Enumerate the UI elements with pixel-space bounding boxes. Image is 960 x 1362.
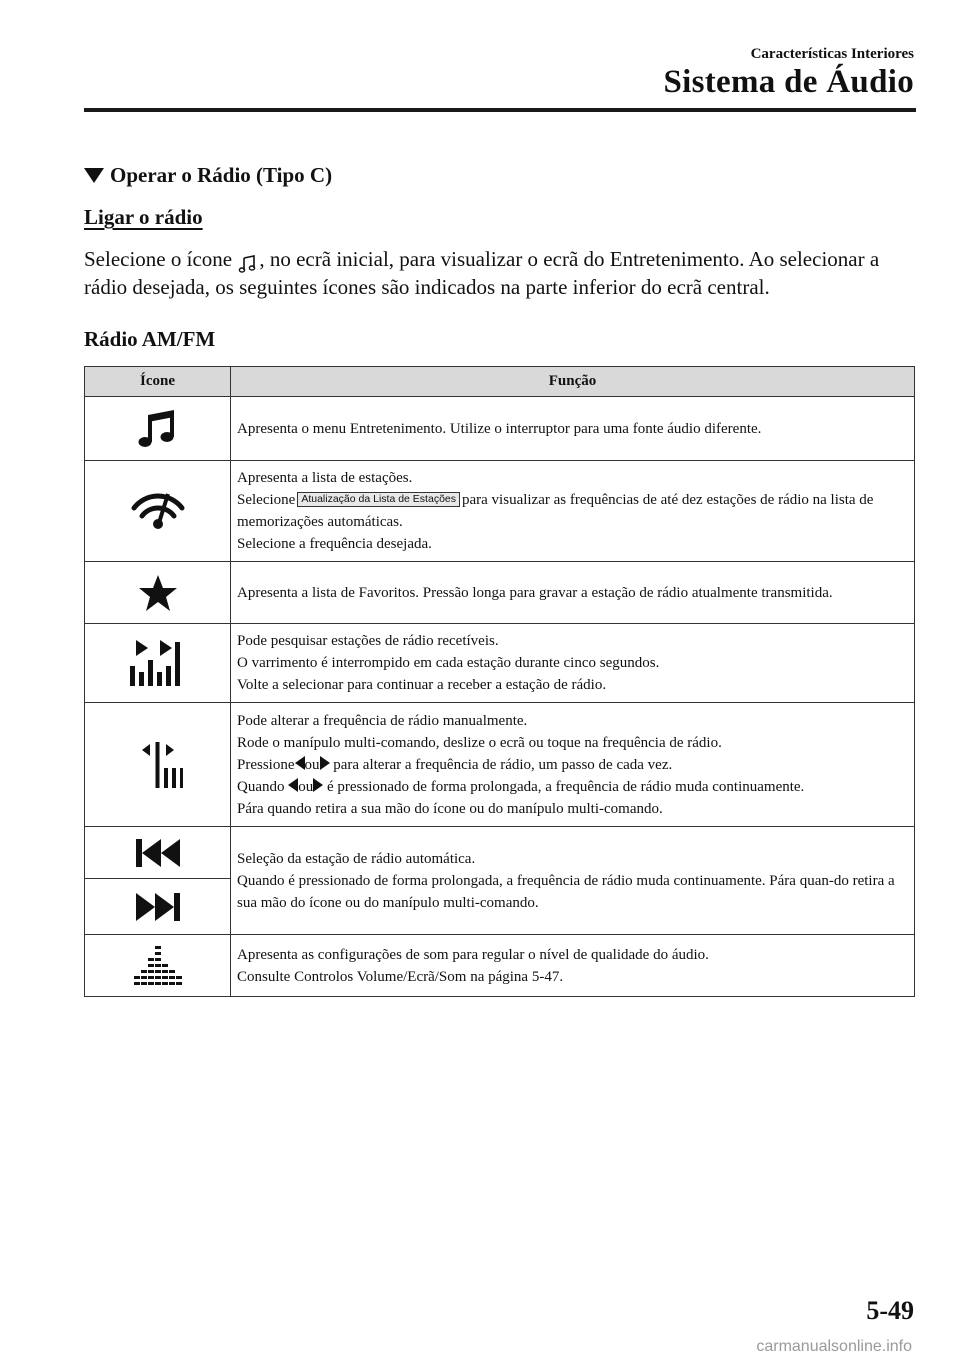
stations-line-3: Selecione a frequência desejada. bbox=[237, 536, 432, 552]
table-row-music bbox=[85, 397, 915, 461]
page-number: 5-49 bbox=[866, 1296, 914, 1325]
tune-icon-cell bbox=[85, 703, 231, 827]
icon-function-table bbox=[84, 366, 915, 997]
intro-after: , no ecrã inicial, para visualizar o ecrã do Entretenimento. Ao selecionar a rádio desejada, os seguintes ícones são indicados na parte inferior do ecrã central. bbox=[84, 247, 880, 299]
music-icon-cell bbox=[85, 397, 231, 461]
chapter-title: Características Interiores bbox=[750, 46, 914, 62]
sound-line-2: Consulte Controlos Volume/Ecrã/Som na página 5-47. bbox=[237, 968, 564, 985]
table-row-seek-prev bbox=[85, 827, 915, 879]
sound-settings-icon-cell bbox=[85, 935, 231, 997]
table-row-scan bbox=[85, 624, 915, 703]
seek-next-icon-cell bbox=[85, 879, 231, 935]
col-header-icon: Ícone bbox=[85, 367, 231, 397]
intro-before: Selecione o ícone bbox=[84, 247, 233, 271]
table-row-stations bbox=[85, 461, 915, 562]
left-arrow-icon bbox=[295, 756, 305, 770]
intro-paragraph bbox=[84, 245, 914, 301]
subheading: Ligar o rádio bbox=[84, 205, 203, 229]
tune-line-2: Rode o manípulo multi-comando, deslize o ecrã ou toque na frequência de rádio. bbox=[237, 734, 722, 751]
radio-signal-icon bbox=[128, 488, 188, 534]
scan-line-3: Volte a selecionar para continuar a receber a estação de rádio. bbox=[237, 677, 607, 693]
skip-next-icon bbox=[130, 889, 186, 925]
update-station-list-button[interactable]: Atualização da Lista de Estações bbox=[297, 492, 460, 507]
tune-line-5: Pára quando retira a sua mão do ícone ou do manípulo multi-comando. bbox=[237, 800, 663, 817]
left-arrow-icon bbox=[288, 778, 298, 792]
tune-or-text-2: ou bbox=[298, 778, 314, 795]
manual-tune-icon bbox=[133, 740, 183, 790]
stations-line-2-rest: para visualizar as frequências de até dez estações de rádio na lista de memorizações automáticas. bbox=[237, 492, 874, 530]
table-header-row bbox=[85, 367, 915, 397]
music-description: Apresenta o menu Entretenimento. Utilize o interruptor para uma fonte áudio diferente. bbox=[231, 397, 915, 461]
scan-line-2: O varrimento é interrompido em cada estação durante cinco segundos. bbox=[237, 655, 660, 671]
favorites-icon-cell bbox=[85, 562, 231, 624]
tune-line-4-rest: é pressionado de forma prolongada, a frequência de rádio muda continuamente. bbox=[327, 778, 805, 795]
table-row-tune bbox=[85, 703, 915, 827]
station-list-icon-cell bbox=[85, 461, 231, 562]
seek-prev-icon-cell bbox=[85, 827, 231, 879]
star-icon bbox=[138, 573, 178, 613]
footer-watermark: carmanualsonline.info bbox=[756, 1338, 912, 1355]
tune-line-4 bbox=[237, 776, 908, 798]
stations-description bbox=[231, 461, 915, 562]
scan-line-1: Pode pesquisar estações de rádio recetíveis. bbox=[237, 633, 499, 649]
radio-am-fm-label: Rádio AM/FM bbox=[84, 327, 216, 351]
scan-icon-cell bbox=[85, 624, 231, 703]
sound-line-1: Apresenta as configurações de som para regular o nível de qualidade do áudio. bbox=[237, 946, 709, 963]
seek-line-2: Quando é pressionado de forma prolongada, a frequência de rádio muda continuamente. Pára quan-do retira a sua mão do ícone ou do manípulo multi-comando. bbox=[237, 872, 895, 911]
skip-previous-icon bbox=[130, 835, 186, 871]
tune-line-3 bbox=[237, 754, 908, 776]
tune-line-1: Pode alterar a frequência de rádio manualmente. bbox=[237, 712, 528, 729]
scan-description bbox=[231, 624, 915, 703]
table-row-favorites bbox=[85, 562, 915, 624]
down-triangle-icon bbox=[84, 168, 104, 183]
col-header-function: Função bbox=[231, 367, 915, 397]
seek-line-1: Seleção da estação de rádio automática. bbox=[237, 850, 476, 867]
tune-when-text: Quando bbox=[237, 778, 285, 795]
tune-description bbox=[231, 703, 915, 827]
right-arrow-icon bbox=[320, 756, 330, 770]
right-arrow-icon bbox=[313, 778, 323, 792]
tune-line-3-rest: para alterar a frequência de rádio, um passo de cada vez. bbox=[333, 756, 673, 773]
equalizer-icon bbox=[128, 944, 188, 988]
stations-select-text: Selecione bbox=[237, 492, 296, 508]
tune-or-text-1: ou bbox=[304, 756, 320, 773]
section-title: Operar o Rádio (Tipo C) bbox=[110, 163, 333, 187]
seek-description bbox=[231, 827, 915, 935]
section-heading bbox=[84, 163, 332, 188]
sound-description bbox=[231, 935, 915, 997]
page-title: Sistema de Áudio bbox=[663, 64, 914, 100]
scan-icon bbox=[126, 638, 190, 688]
table-row-sound bbox=[85, 935, 915, 997]
music-note-icon bbox=[238, 248, 258, 268]
header-divider bbox=[84, 108, 916, 112]
tune-press-text: Pressione bbox=[237, 756, 295, 773]
stations-line-1: Apresenta a lista de estações. bbox=[237, 470, 413, 486]
music-icon bbox=[134, 407, 182, 451]
stations-line-2 bbox=[237, 489, 908, 533]
favorites-description: Apresenta a lista de Favoritos. Pressão longa para gravar a estação de rádio atualmente transmitida. bbox=[231, 562, 915, 624]
